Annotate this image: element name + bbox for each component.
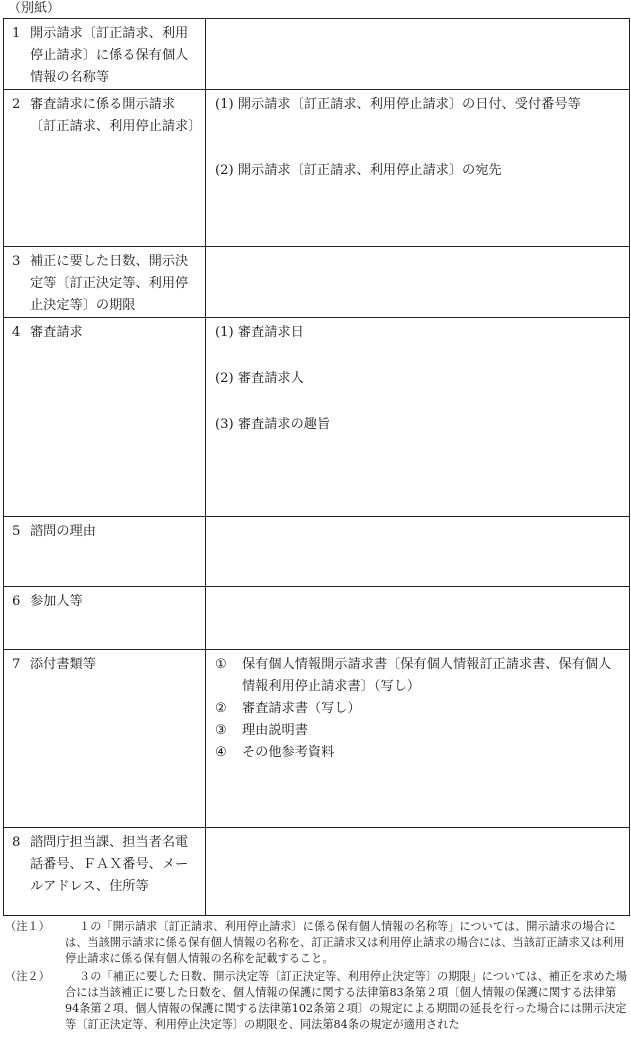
- row-label: 補正に要した日数、開示決定等〔訂正決定等、利用停止決定等〕の期限: [30, 254, 189, 313]
- row-content-cell: [206, 587, 630, 650]
- list-item: [215, 742, 621, 764]
- row-label-cell: [4, 517, 206, 587]
- row-number: 7: [12, 657, 21, 672]
- table-row: [4, 517, 630, 587]
- row-number: 5: [12, 524, 21, 539]
- list-item: [215, 698, 621, 720]
- row-label-cell: [4, 90, 206, 247]
- table-row: [4, 90, 630, 247]
- footnotes: [3, 919, 629, 1035]
- row-content-cell: [206, 650, 630, 828]
- row-content-cell: [206, 247, 630, 318]
- table-row: [4, 828, 630, 916]
- row-label-cell: [4, 318, 206, 517]
- item-text: 理由説明書: [242, 723, 308, 738]
- table-row: [4, 247, 630, 318]
- table-row: [4, 19, 630, 90]
- list-item: (1) 開示請求〔訂正請求、利用停止請求〕の日付、受付番号等: [215, 97, 581, 112]
- row-number: 4: [12, 325, 21, 340]
- row-number: 1: [12, 26, 21, 41]
- attachment-caption: （別紙）: [8, 1, 61, 16]
- row-label: 参加人等: [30, 594, 83, 609]
- row-number: 2: [12, 97, 21, 112]
- item-marker: ①: [215, 657, 227, 672]
- item-marker: ②: [215, 701, 227, 716]
- list-item: (3) 審査請求の趣旨: [215, 417, 331, 432]
- row-content-cell: [206, 517, 630, 587]
- footnote-text: ３の「補正に要した日数、開示決定等〔訂正決定等、利用停止決定等〕の期限」については、補正を求めた場合には当該補正に要した日数を、個人情報の保護に関する法律第83条第２項〔個人情報の保護に関する法律第94条第２項、個人情報の保護に関する法律第102条第２項〕の規定による期間の延長を行った場合には開示決定等〔訂正決定等、利用停止決定等〕の期限を、同法第84条の規定が適用された: [65, 970, 627, 1031]
- footnote-text: １の「開示請求〔訂正請求、利用停止請求〕に係る保有個人情報の名称等」については、開示請求の場合には、当該開示請求に係る保有個人情報の名称を、訂正請求又は利用停止請求の場合には、当該訂正請求又は利用停止請求に係る保有個人情報の名称を記載すること。: [65, 920, 625, 965]
- item-text: 審査請求書（写し）: [242, 701, 361, 716]
- item-text: 保有個人情報開示請求書〔保有個人情報訂正請求書、保有個人情報利用停止請求書〕（写し）: [242, 657, 612, 694]
- row-content-cell: [206, 828, 630, 916]
- item-text: その他参考資料: [242, 745, 335, 760]
- list-item: [215, 654, 621, 698]
- row-content-cell: [206, 19, 630, 90]
- footnote: [3, 919, 629, 967]
- referral-form-table: [3, 18, 630, 916]
- footnote-tag: （注１）: [5, 920, 50, 933]
- list-item: (2) 開示請求〔訂正請求、利用停止請求〕の宛先: [215, 163, 502, 178]
- row-content-cell: [206, 318, 630, 517]
- row-label-cell: [4, 587, 206, 650]
- table-row: [4, 318, 630, 517]
- item-marker: ③: [215, 723, 227, 738]
- row-label-cell: [4, 247, 206, 318]
- row-label-cell: [4, 650, 206, 828]
- row-content-cell: [206, 90, 630, 247]
- row-label: 諮問庁担当課、担当者名電話番号、ＦＡＸ番号、メールアドレス、住所等: [30, 835, 189, 894]
- row-number: 6: [12, 594, 21, 609]
- row-number: 3: [12, 254, 21, 269]
- row-label: 審査請求に係る開示請求〔訂正請求、利用停止請求〕: [30, 97, 202, 134]
- row-label-cell: [4, 828, 206, 916]
- table-row: [4, 650, 630, 828]
- row-label: 諮問の理由: [30, 524, 96, 539]
- list-item: [215, 720, 621, 742]
- row-label-cell: [4, 19, 206, 90]
- table-row: [4, 587, 630, 650]
- footnote-tag: （注２）: [5, 970, 50, 983]
- list-item: (2) 審査請求人: [215, 371, 304, 386]
- item-marker: ④: [215, 745, 227, 760]
- row-label: 添付書類等: [30, 657, 96, 672]
- list-item: (1) 審査請求日: [215, 325, 304, 340]
- row-label: 審査請求: [30, 325, 83, 340]
- row-label: 開示請求〔訂正請求、利用停止請求〕に係る保有個人情報の名称等: [30, 26, 189, 85]
- footnote: [3, 969, 629, 1033]
- row-number: 8: [12, 835, 21, 850]
